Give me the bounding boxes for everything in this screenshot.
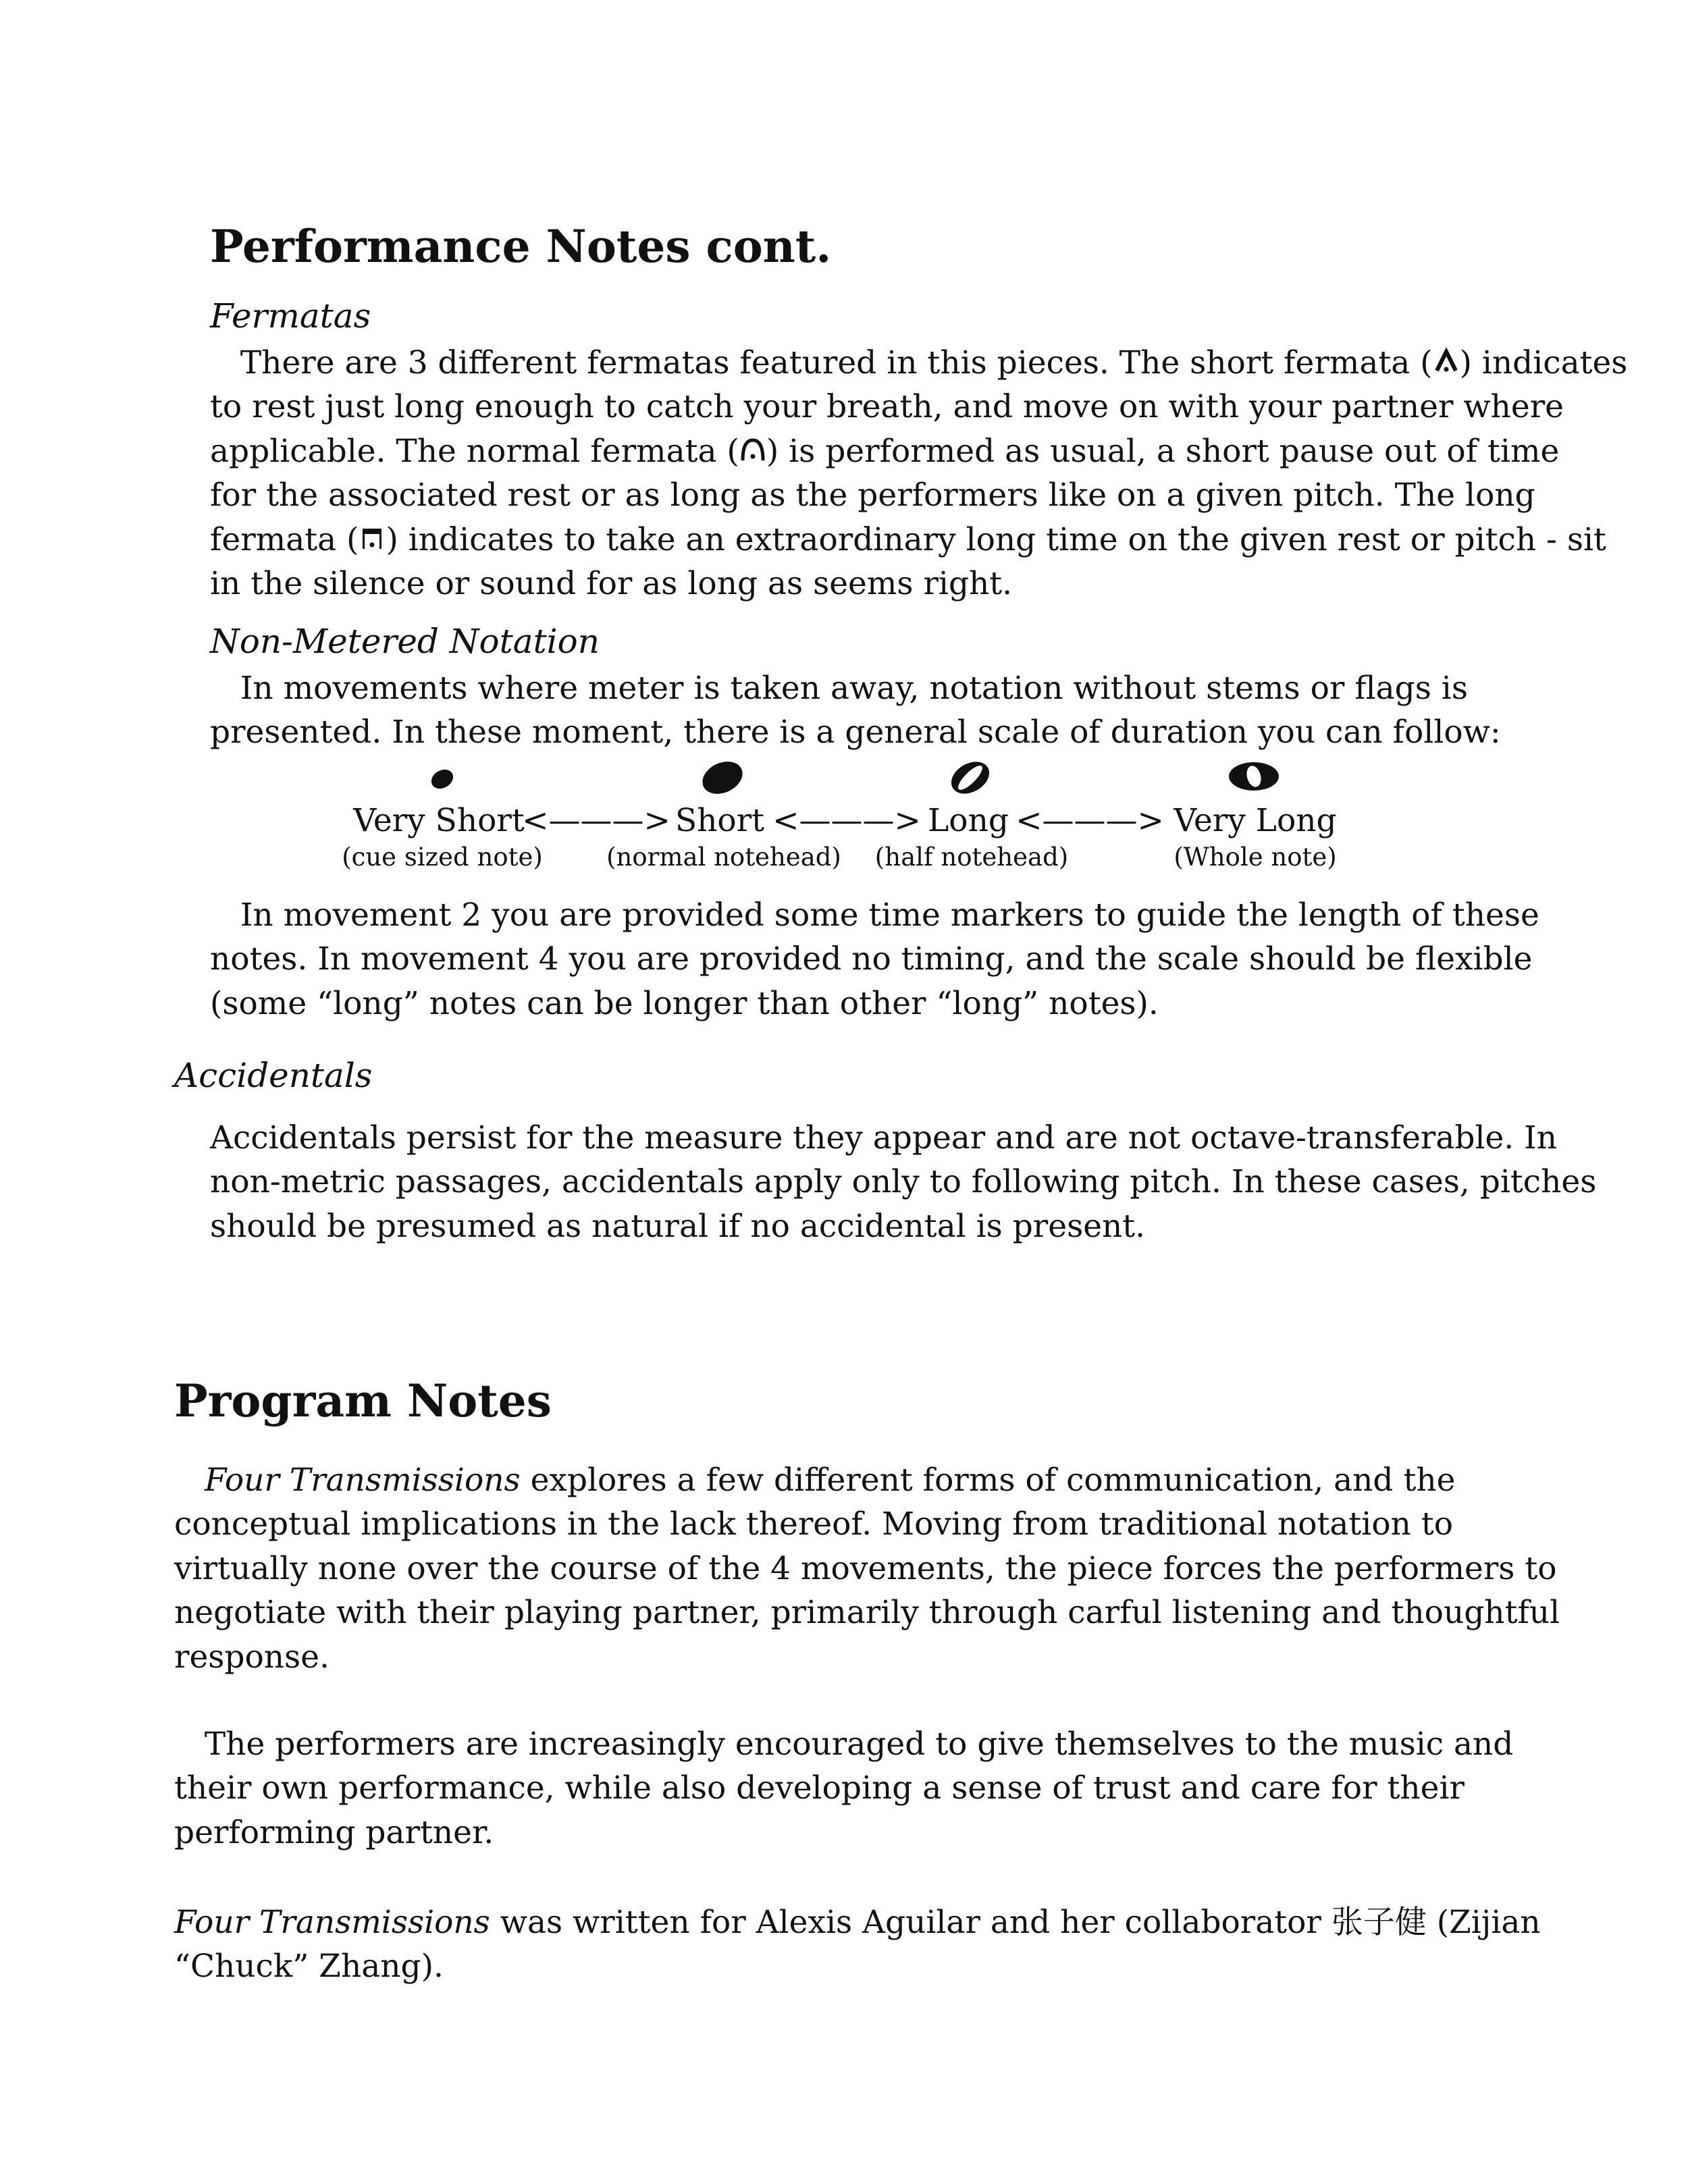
scale-arrow: <———> — [1016, 802, 1164, 839]
text-line — [174, 1811, 1513, 1855]
scale-sub-normal: (normal notehead) — [606, 843, 841, 872]
text-segment: fermata ( — [210, 521, 359, 558]
text-segment: ) is performed as usual, a short pause out of time — [766, 432, 1560, 470]
text-line — [174, 1547, 1560, 1591]
text-line — [174, 1722, 1513, 1766]
text-line — [174, 1591, 1560, 1634]
text-segment: applicable. The normal fermata ( — [210, 432, 739, 470]
text-segment: notes. In movement 4 you are provided no timing, and the scale should be flexible — [210, 940, 1533, 978]
text-segment — [174, 1462, 205, 1499]
text-line — [210, 982, 1539, 1026]
program-paragraph-1 — [174, 1458, 1560, 1679]
text-segment: ) indicates — [1459, 344, 1628, 381]
text-segment: The performers are increasingly encouraged to give themselves to the music and — [174, 1726, 1514, 1763]
text-segment: performing partner. — [174, 1813, 494, 1851]
scale-sub-whole: (Whole note) — [1173, 843, 1337, 872]
program-paragraph-2 — [174, 1722, 1513, 1855]
text-line — [210, 893, 1539, 937]
text-line — [174, 1900, 1541, 1944]
fermatas-heading: Fermatas — [210, 296, 371, 336]
text-line — [174, 1766, 1513, 1810]
fermatas-paragraph — [210, 341, 1627, 606]
text-line — [174, 1944, 1541, 1988]
text-segment: for the associated rest or as long as the performers like on a given pitch. The long — [210, 477, 1535, 514]
text-segment: in the silence or sound for as long as seems right. — [210, 564, 1013, 602]
scale-label-very-short: Very Short — [353, 802, 525, 839]
text-segment: their own performance, while also developing a sense of trust and care for their — [174, 1769, 1465, 1807]
text-line — [174, 1502, 1560, 1546]
text-line — [210, 1160, 1596, 1204]
scale-label-very-long: Very Long — [1173, 802, 1337, 839]
text-segment: explores a few different forms of communication, and the — [520, 1462, 1456, 1499]
scale-sub-cue: (cue sized note) — [342, 843, 543, 872]
text-segment: response. — [174, 1638, 329, 1676]
timing-paragraph — [210, 893, 1539, 1026]
text-line — [210, 666, 1501, 710]
text-segment: presented. In these moment, there is a general scale of duration you can follow: — [210, 714, 1501, 751]
text-segment: “Chuck” Zhang). — [174, 1948, 444, 1986]
text-line — [210, 341, 1627, 385]
piece-title: Four Transmissions — [174, 1904, 490, 1941]
text-segment: conceptual implications in the lack thereof. Moving from traditional notation to — [174, 1506, 1454, 1543]
scale-sub-half: (half notehead) — [874, 843, 1069, 872]
text-segment: In movements where meter is taken away, notation without stems or flags is — [210, 670, 1468, 707]
text-line — [210, 385, 1627, 429]
text-segment: There are 3 different fermatas featured in this pieces. The short fermata ( — [210, 344, 1433, 381]
long-fermata-icon — [359, 521, 386, 558]
text-segment: virtually none over the course of the 4 movements, the piece forces the performers to — [174, 1549, 1557, 1587]
accidentals-heading: Accidentals — [174, 1056, 373, 1095]
text-line — [210, 710, 1501, 754]
text-segment: negotiate with their playing partner, primarily through carful listening and thoughtful — [174, 1594, 1560, 1632]
text-line — [174, 1458, 1560, 1502]
scale-arrow: <———> — [522, 802, 670, 839]
text-line — [210, 473, 1627, 517]
half-notehead-icon — [947, 757, 994, 798]
text-segment: was written for Alexis Aguilar and her collaborator 张子健 (Zijian — [490, 1904, 1541, 1941]
text-line — [210, 518, 1627, 562]
text-line — [210, 562, 1627, 606]
scale-label-long: Long — [928, 802, 1009, 839]
text-line — [174, 1635, 1560, 1679]
short-fermata-icon — [1433, 344, 1460, 381]
scale-label-short: Short — [675, 802, 765, 839]
text-segment: (some “long” notes can be longer than other “long” notes). — [210, 984, 1159, 1022]
accidentals-paragraph — [210, 1116, 1596, 1248]
text-segment: should be presumed as natural if no accidental is present. — [210, 1207, 1146, 1245]
performance-notes-title: Performance Notes cont. — [210, 220, 832, 273]
text-segment: In movement 2 you are provided some time markers to guide the length of these — [210, 897, 1539, 934]
text-segment: ) indicates to take an extraordinary long time on the given rest or pitch - sit — [386, 521, 1606, 558]
text-line — [210, 1204, 1596, 1248]
cue-notehead-icon — [429, 764, 456, 794]
text-segment: Accidentals persist for the measure they appear and are not octave-transferable. In — [210, 1119, 1558, 1156]
whole-note-icon — [1227, 760, 1281, 793]
text-line — [210, 1116, 1596, 1160]
non-metered-heading: Non-Metered Notation — [210, 622, 600, 661]
piece-title: Four Transmissions — [204, 1462, 521, 1499]
text-segment: non-metric passages, accidentals apply only to following pitch. In these cases, pitches — [210, 1163, 1597, 1201]
program-notes-title: Program Notes — [174, 1375, 552, 1427]
text-line — [210, 937, 1539, 981]
text-line — [210, 429, 1627, 473]
normal-fermata-icon — [739, 433, 766, 470]
program-paragraph-3 — [174, 1900, 1541, 1989]
non-metered-paragraph — [210, 666, 1501, 755]
normal-notehead-icon — [699, 757, 746, 798]
text-segment: to rest just long enough to catch your breath, and move on with your partner where — [210, 388, 1564, 426]
scale-arrow: <———> — [772, 802, 921, 839]
